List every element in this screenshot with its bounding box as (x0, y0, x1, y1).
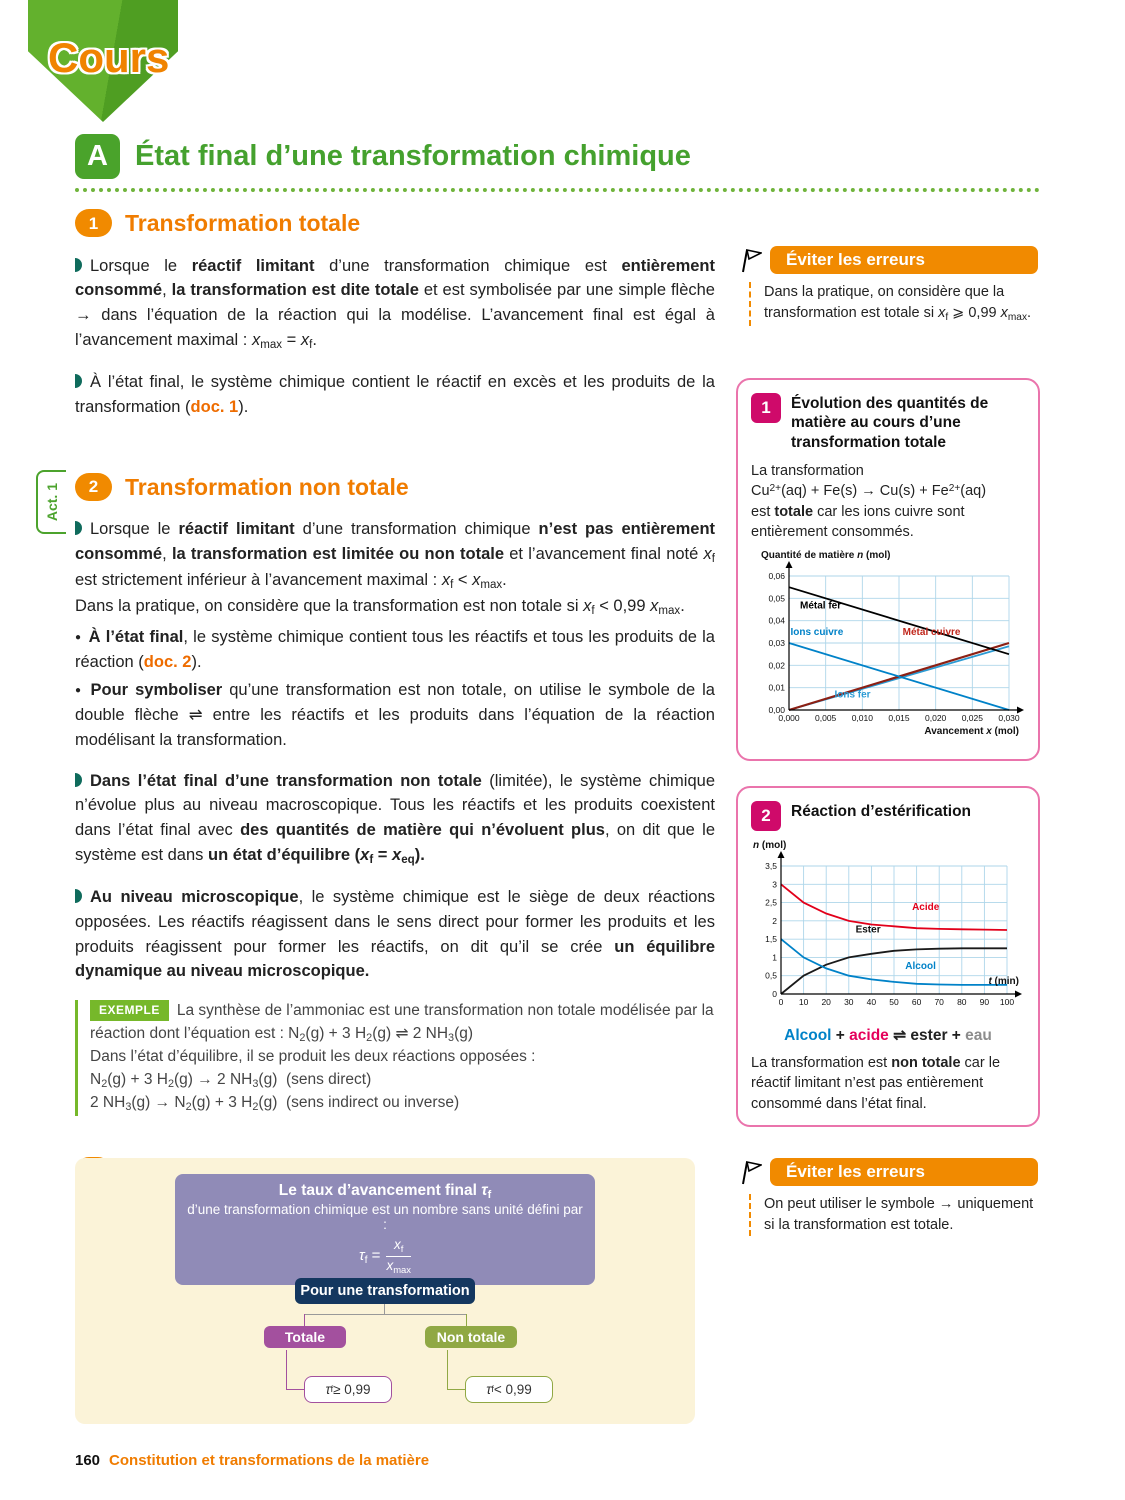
definition-line-2: d’une transformation chimique est un nombre sans unité défini par : (187, 1202, 583, 1232)
fraction: $\frac{x_f}{x_{max}}$ (386, 1237, 412, 1276)
definition-box (175, 1174, 595, 1285)
svg-text:2: 2 (772, 915, 777, 926)
flag-icon (736, 246, 762, 274)
doc-1-chart (751, 548, 1025, 748)
paragraph-mark-icon (75, 521, 82, 535)
connector (304, 1314, 467, 1315)
section-2-title: Transformation non totale (125, 473, 409, 500)
svg-text:0,020: 0,020 (925, 713, 947, 724)
svg-text:60: 60 (911, 997, 922, 1007)
taux-formula: $\tau_f$ = $\frac{x_f}{x_{max}}$ (358, 1237, 412, 1276)
activity-tab: Act. 1 (36, 470, 66, 534)
svg-text:0,030: 0,030 (998, 713, 1020, 724)
svg-text:0,05: 0,05 (768, 593, 785, 604)
taux-avancement-diagram (75, 1158, 695, 1424)
example-line-2: Dans l’état d’équilibre, il se produit les deux réactions opposées : (90, 1048, 536, 1066)
avoid-errors-title: Éviter les erreurs (770, 1158, 1038, 1186)
doc-1-text: La transformation $Cu^{2+}(aq) + Fe(s) \to Cu(s) + Fe^{2+}(aq)$ est totale car les ions cuivre sont entièrement consommés. (751, 463, 987, 541)
paragraph-mark-icon (75, 773, 82, 787)
example-line-3: $N_2(g) + 3$ $H_2(g) \to 2$ $NH_3(g)$ (sens direct) (90, 1070, 372, 1090)
bullet-icon: ● (75, 685, 84, 697)
svg-text:0: 0 (778, 997, 784, 1007)
doc-2-chart (751, 840, 1025, 1020)
section-1-heading (75, 206, 715, 241)
connector (384, 1304, 385, 1314)
svg-text:80: 80 (957, 997, 967, 1007)
s2-bullet-1: ● À l’état final, le système chimique contient tous les réactifs et tous les produits de la réaction (doc. 2). (75, 627, 715, 671)
svg-text:10: 10 (798, 997, 809, 1007)
doc-1-number-badge: 1 (751, 393, 781, 423)
section-divider-dotted (75, 188, 1040, 192)
svg-text:Avancement x (mol): Avancement x (mol) (924, 726, 1019, 738)
svg-text:Quantité de matière n (mol): Quantité de matière n (mol) (761, 550, 891, 562)
s2-bullet-2: ● Pour symboliser qu’une transformation est non totale, on utilise le symbole de la double flèche ⇌ entre les réactifs et les produits dans l’équation de la réaction modélisant la transformation. (75, 681, 715, 749)
esterification-equation: Alcool + acide ⇌ ester + eau (784, 1027, 992, 1044)
svg-text:0,005: 0,005 (815, 713, 837, 724)
svg-text:40: 40 (866, 997, 877, 1007)
doc-2-header (751, 801, 1025, 831)
doc-1-title: Évolution des quantités de matière au cours d’une transformation totale (791, 395, 989, 451)
svg-text:0,03: 0,03 (768, 638, 785, 649)
example-block (75, 1000, 715, 1116)
svg-text:1: 1 (772, 952, 777, 963)
svg-text:0,00: 0,00 (768, 705, 785, 716)
course-banner (28, 0, 178, 122)
svg-text:Acide: Acide (912, 901, 940, 913)
connector (466, 1314, 467, 1326)
avoid-errors-box-2 (736, 1158, 1038, 1236)
doc-2-number-badge: 2 (751, 801, 781, 831)
connector (286, 1389, 304, 1390)
svg-text:Métal fer: Métal fer (800, 600, 842, 612)
s1-paragraph-2: À l’état final, le système chimique contient le réactif en excès et les produits de la transformation (doc. 1). (75, 373, 715, 416)
svg-text:70: 70 (934, 997, 944, 1007)
connector (447, 1389, 465, 1390)
svg-text:20: 20 (821, 997, 831, 1007)
example-line-1: EXEMPLE La synthèse de l’ammoniac est une transformation non totale modélisée par la réaction dont l’équation est : $N_2(g) + 3$ $H_2(g)$ ⇌ 2 $NH_3(g)$ (90, 1002, 714, 1044)
svg-text:0,06: 0,06 (768, 571, 785, 582)
svg-text:3,5: 3,5 (765, 861, 777, 871)
s2-paragraph-4: Au niveau microscopique, le système chimique est le siège de deux réactions opposées. Les réactifs réagissent dans le sens direct pour former les produits et les produits réagissent pour former les réactifs, on dit qu’il se crée un équilibre dynamique au niveau microscopique. (75, 888, 716, 981)
svg-text:90: 90 (979, 997, 990, 1007)
example-line-4: 2 $NH_3(g) \to N_2(g) + 3$ $H_2(g)$ (sens indirect ou inverse) (90, 1094, 460, 1114)
page-footer (75, 1452, 429, 1469)
svg-text:0,025: 0,025 (961, 713, 983, 724)
s2-paragraph-1: Lorsque le réactif limitant d’une transformation chimique n’est pas entièrement consommé, la transformation est limitée ou non totale et l’avancement final noté $x_f$ est strictement inférieur à l’avancement maximal : $x_f < x_{max}$. Dans la pratique, on considère que la transformation est non totale si $x_f < 0,99$ $x_{max}$. (75, 520, 716, 618)
svg-text:0,5: 0,5 (765, 970, 777, 981)
doc-1-header (751, 393, 1025, 452)
svg-text:Métal cuivre: Métal cuivre (902, 627, 961, 639)
svg-text:2,5: 2,5 (765, 897, 777, 908)
non-totale-node: Non totale (425, 1326, 517, 1348)
main-column (75, 206, 715, 1202)
svg-text:0: 0 (772, 989, 777, 999)
doc-2-text: La transformation est non totale car le réactif limitant n’est pas entièrement consommé dans l’état final. (751, 1055, 1001, 1112)
bullet-icon: ● (75, 631, 82, 643)
doc-1-box (736, 378, 1040, 761)
section-2-heading (75, 470, 715, 505)
definition-line-1: Le taux d’avancement final $\tau_f$ (278, 1182, 492, 1201)
connector (447, 1350, 448, 1390)
root-node: Pour une transformation (295, 1278, 475, 1304)
section-a-header (75, 134, 1040, 179)
avoid-errors-header (736, 1158, 1038, 1186)
connector (286, 1350, 287, 1390)
section-2-number-badge: 2 (75, 473, 112, 501)
svg-text:0,000: 0,000 (778, 713, 800, 724)
paragraph-mark-icon (75, 258, 82, 272)
avoid-errors-title: Éviter les erreurs (770, 246, 1038, 274)
chapter-title: Constitution et transformations de la matière (109, 1452, 430, 1469)
svg-text:50: 50 (889, 997, 899, 1007)
svg-text:0,015: 0,015 (888, 713, 910, 724)
doc-2-box (736, 786, 1040, 1127)
avoid-errors-text: On peut utiliser le symbole → uniquement si la transformation est totale. (749, 1194, 1038, 1236)
connector (304, 1314, 305, 1326)
s2-paragraph-3: Dans l’état final d’une transformation non totale (limitée), le système chimique n’évolue plus au niveau macroscopique. Tous les réactifs et les produits coexistent dans l’état final avec des quantités de matière qui n’évoluent plus, on dit que le système est dans un état d’équilibre $(x_f = x_{eq})$. (75, 771, 716, 866)
avoid-errors-box-1 (736, 246, 1038, 326)
svg-text:0,010: 0,010 (851, 713, 873, 724)
section-a-title: État final d’une transformation chimique (135, 140, 691, 172)
svg-text:t (min): t (min) (988, 976, 1019, 987)
avoid-errors-text: Dans la pratique, on considère que la transformation est totale si $x_f$ ⩾ 0,99 $x_{max}$. (749, 282, 1038, 326)
svg-text:Alcool: Alcool (905, 961, 936, 973)
svg-text:0,02: 0,02 (768, 660, 785, 671)
svg-text:Ester: Ester (855, 924, 881, 936)
svg-text:Ions cuivre: Ions cuivre (790, 627, 844, 639)
section-1-number-badge: 1 (75, 209, 112, 237)
svg-text:0,01: 0,01 (768, 682, 785, 693)
paragraph-mark-icon (75, 889, 82, 903)
example-label: EXEMPLE (90, 1000, 169, 1021)
svg-text:30: 30 (844, 997, 854, 1007)
svg-text:Ions fer: Ions fer (834, 690, 871, 702)
svg-text:0,04: 0,04 (768, 615, 785, 626)
svg-text:3: 3 (772, 879, 777, 890)
non-totale-condition-leaf: τ f < 0,99 (465, 1376, 553, 1403)
s1-paragraph-1: Lorsque le réactif limitant d’une transformation chimique est entièrement consommé, la transformation est dite totale et est symbolisée par une simple flèche → dans l’équation de la réaction qui la modélise. L’avancement final est égal à l’avancement maximal : $x_{max} = x_f$. (75, 256, 715, 351)
paragraph-mark-icon (75, 374, 82, 388)
page-number: 160 (75, 1452, 101, 1469)
totale-node: Totale (264, 1326, 346, 1348)
svg-text:1,5: 1,5 (765, 934, 777, 945)
svg-text:100: 100 (999, 997, 1015, 1007)
course-banner-label: Cours (48, 34, 170, 81)
totale-condition-leaf: τ f ≥ 0,99 (304, 1376, 392, 1403)
doc-2-title: Réaction d’estérification (791, 803, 972, 820)
flag-icon (736, 1158, 762, 1186)
avoid-errors-header (736, 246, 1038, 274)
section-1-title: Transformation totale (125, 210, 361, 236)
section-a-badge: A (75, 134, 120, 179)
svg-text:n (mol): n (mol) (753, 840, 787, 851)
